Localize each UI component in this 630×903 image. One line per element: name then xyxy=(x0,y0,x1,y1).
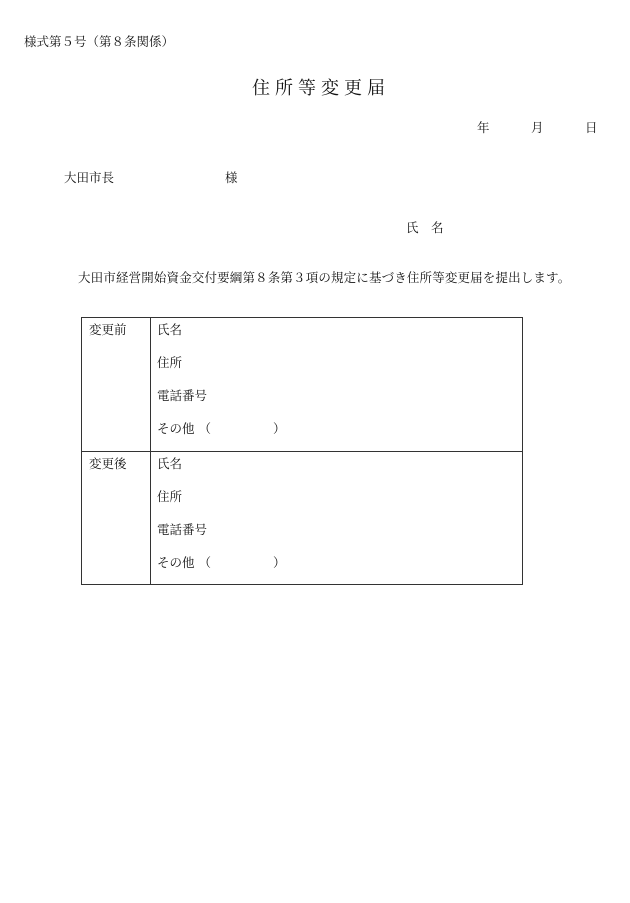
before-address-field: 住所 xyxy=(157,355,183,370)
section-before xyxy=(82,318,522,452)
statement-text: 大田市経営開始資金交付要綱第８条第３項の規定に基づき住所等変更届を提出します。 xyxy=(78,270,571,285)
form-number: 様式第５号（第８条関係） xyxy=(24,34,175,49)
section-after xyxy=(82,452,522,585)
document-title: 住所等変更届 xyxy=(252,78,390,99)
before-other-close-paren: ） xyxy=(273,421,286,436)
addressee-honorific: 様 xyxy=(225,170,238,185)
section-after-label: 変更後 xyxy=(89,456,127,471)
section-before-label: 変更前 xyxy=(89,322,127,337)
date-year-label: 年 xyxy=(477,120,490,135)
applicant-name-label: 氏 名 xyxy=(406,220,444,235)
after-other-field: その他 （ ） xyxy=(157,555,286,570)
table-column-divider xyxy=(150,318,151,584)
after-other-close-paren: ） xyxy=(273,555,286,570)
addressee-name: 大田市長 xyxy=(64,170,115,185)
before-phone-field: 電話番号 xyxy=(157,388,208,403)
before-other-open-paren: （ xyxy=(198,421,212,436)
change-table xyxy=(81,317,523,585)
after-address-field: 住所 xyxy=(157,489,183,504)
after-phone-field: 電話番号 xyxy=(157,522,208,537)
after-name-field: 氏名 xyxy=(157,456,183,471)
before-name-field: 氏名 xyxy=(157,322,183,337)
before-other-field: その他 （ ） xyxy=(157,421,286,436)
date-month-label: 月 xyxy=(531,120,544,135)
date-day-label: 日 xyxy=(585,120,598,135)
after-other-open-paren: （ xyxy=(198,555,212,570)
